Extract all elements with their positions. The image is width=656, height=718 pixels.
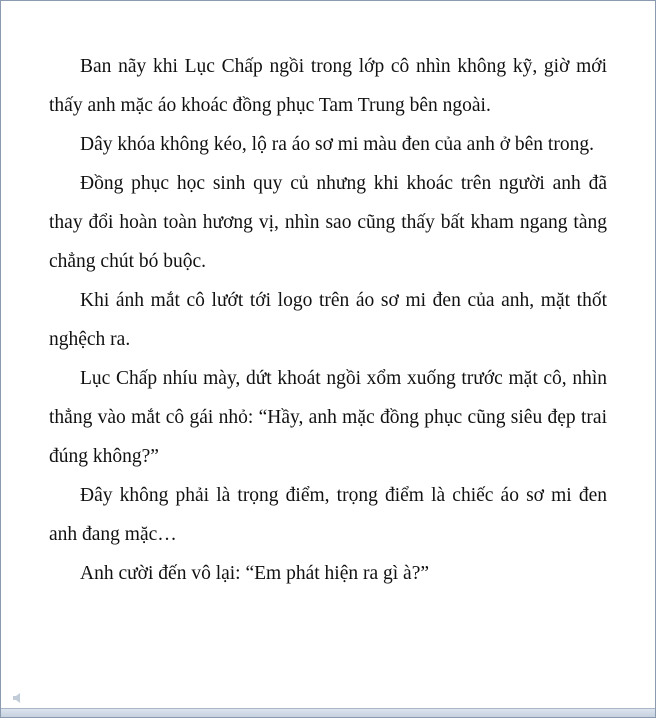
speaker-icon xyxy=(11,691,25,705)
paragraph-5: Lục Chấp nhíu mày, dứt khoát ngồi xổm xuống trước mặt cô, nhìn thẳng vào mắt cô gái nhỏ: “Hầy, anh mặc đồng phục cũng siêu đẹp trai đúng không?” xyxy=(49,368,607,467)
paragraph-4: Khi ánh mắt cô lướt tới logo trên áo sơ mi đen của anh, mặt thốt nghệch ra. xyxy=(49,290,607,350)
speaker-icon-graphic xyxy=(11,691,25,705)
paragraph-2: Dây khóa không kéo, lộ ra áo sơ mi màu đen của anh ở bên trong. xyxy=(80,134,594,155)
document-body xyxy=(49,47,607,593)
paragraph-1: Ban nãy khi Lục Chấp ngồi trong lớp cô nhìn không kỹ, giờ mới thấy anh mặc áo khoác đồng phục Tam Trung bên ngoài. xyxy=(49,56,607,116)
paragraph-3: Đồng phục học sinh quy củ nhưng khi khoác trên người anh đã thay đổi hoàn toàn hương vị, nhìn sao cũng thấy bất kham ngang tàng chẳng chút bó buộc. xyxy=(49,173,607,272)
paragraph-7: Anh cười đến vô lại: “Em phát hiện ra gì à?” xyxy=(80,563,430,584)
paragraph-6: Đây không phải là trọng điểm, trọng điểm là chiếc áo sơ mi đen anh đang mặc… xyxy=(49,485,607,545)
window-bottom-bar xyxy=(1,708,655,717)
